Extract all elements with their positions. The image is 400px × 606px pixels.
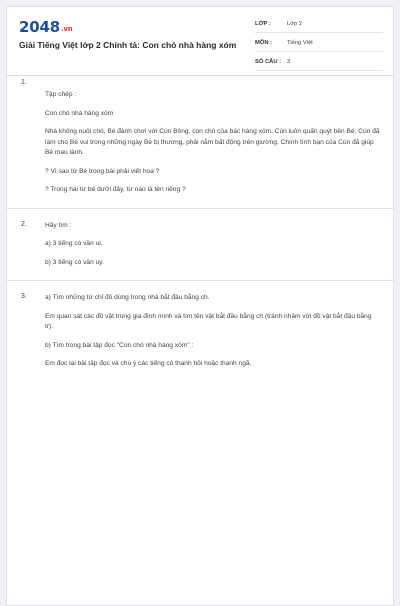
question-body [45, 221, 381, 269]
question-prompt: a) Tìm những từ chỉ đồ dùng trong nhà bắt đầu bằng ch. [45, 294, 210, 301]
worksheet-header [7, 7, 393, 76]
question-body [45, 90, 381, 196]
question-prompt: Tập chép : [45, 91, 77, 98]
meta-value-count: 3 [287, 59, 291, 65]
sub-question: b) 3 tiếng có vần uy. [45, 258, 104, 266]
meta-panel [255, 16, 383, 73]
logo-text: 2048 [19, 18, 60, 36]
sub-question: ? Vì sao từ Bé trong bài phải viết hoa ? [45, 167, 160, 175]
question-number: 3. [21, 293, 27, 300]
meta-value-subject: Tiếng Việt [287, 40, 313, 46]
worksheet-content [7, 79, 395, 378]
worksheet [6, 6, 394, 606]
answer-hint: Em đọc lại bài tập đọc và chú ý các tiếng có thanh hỏi hoặc thanh ngã. [45, 360, 252, 367]
question-3 [7, 293, 395, 370]
passage-title: Con chó nhà hàng xóm [45, 109, 114, 117]
meta-row-grade [255, 16, 383, 33]
meta-row-subject [255, 35, 383, 52]
passage-text: Nhà không nuôi chó, Bé đành chơi với Cún Bông, con chó của bác hàng xóm. Cún luôn quấn quýt bên Bé. Cún đã làm cho Bé vui trong những ngày Bé bị thương, phải nằm bất động trên giường. Chính tình bạn của Cún đã giúp Bé mau lành. [45, 128, 380, 156]
sub-question: b) Tìm trong bài tập đọc "Con chó nhà hàng xóm" : [45, 341, 194, 349]
meta-key-count: SỐ CÂU : [255, 59, 282, 65]
site-logo[interactable] [19, 18, 73, 36]
meta-value-grade: Lớp 2 [287, 21, 303, 27]
logo-suffix: .vn [60, 25, 73, 33]
question-1 [7, 79, 395, 196]
question-number: 2. [21, 220, 27, 228]
question-prompt: Hãy tìm : [45, 221, 72, 229]
meta-row-count [255, 54, 383, 71]
question-2 [7, 221, 395, 269]
question-number: 1. [21, 79, 27, 86]
sub-question: ? Trong hai từ bé dưới đây, từ nào là tên riêng ? [45, 186, 186, 193]
answer-hint: Em quan sát các đồ vật trong gia đình mình và tìm tên vật bắt đầu bằng ch (tránh nhầm với đồ vật bắt đầu bằng tr). [45, 312, 372, 330]
sub-question: a) 3 tiếng có vần ui. [45, 240, 103, 247]
page-title: Giải Tiếng Việt lớp 2 Chính tả: Con chó nhà hàng xóm [19, 40, 237, 50]
divider [7, 280, 395, 281]
divider [7, 208, 395, 209]
question-body [45, 293, 381, 370]
meta-key-grade: LỚP : [255, 21, 271, 27]
meta-key-subject: MÔN : [255, 40, 273, 46]
